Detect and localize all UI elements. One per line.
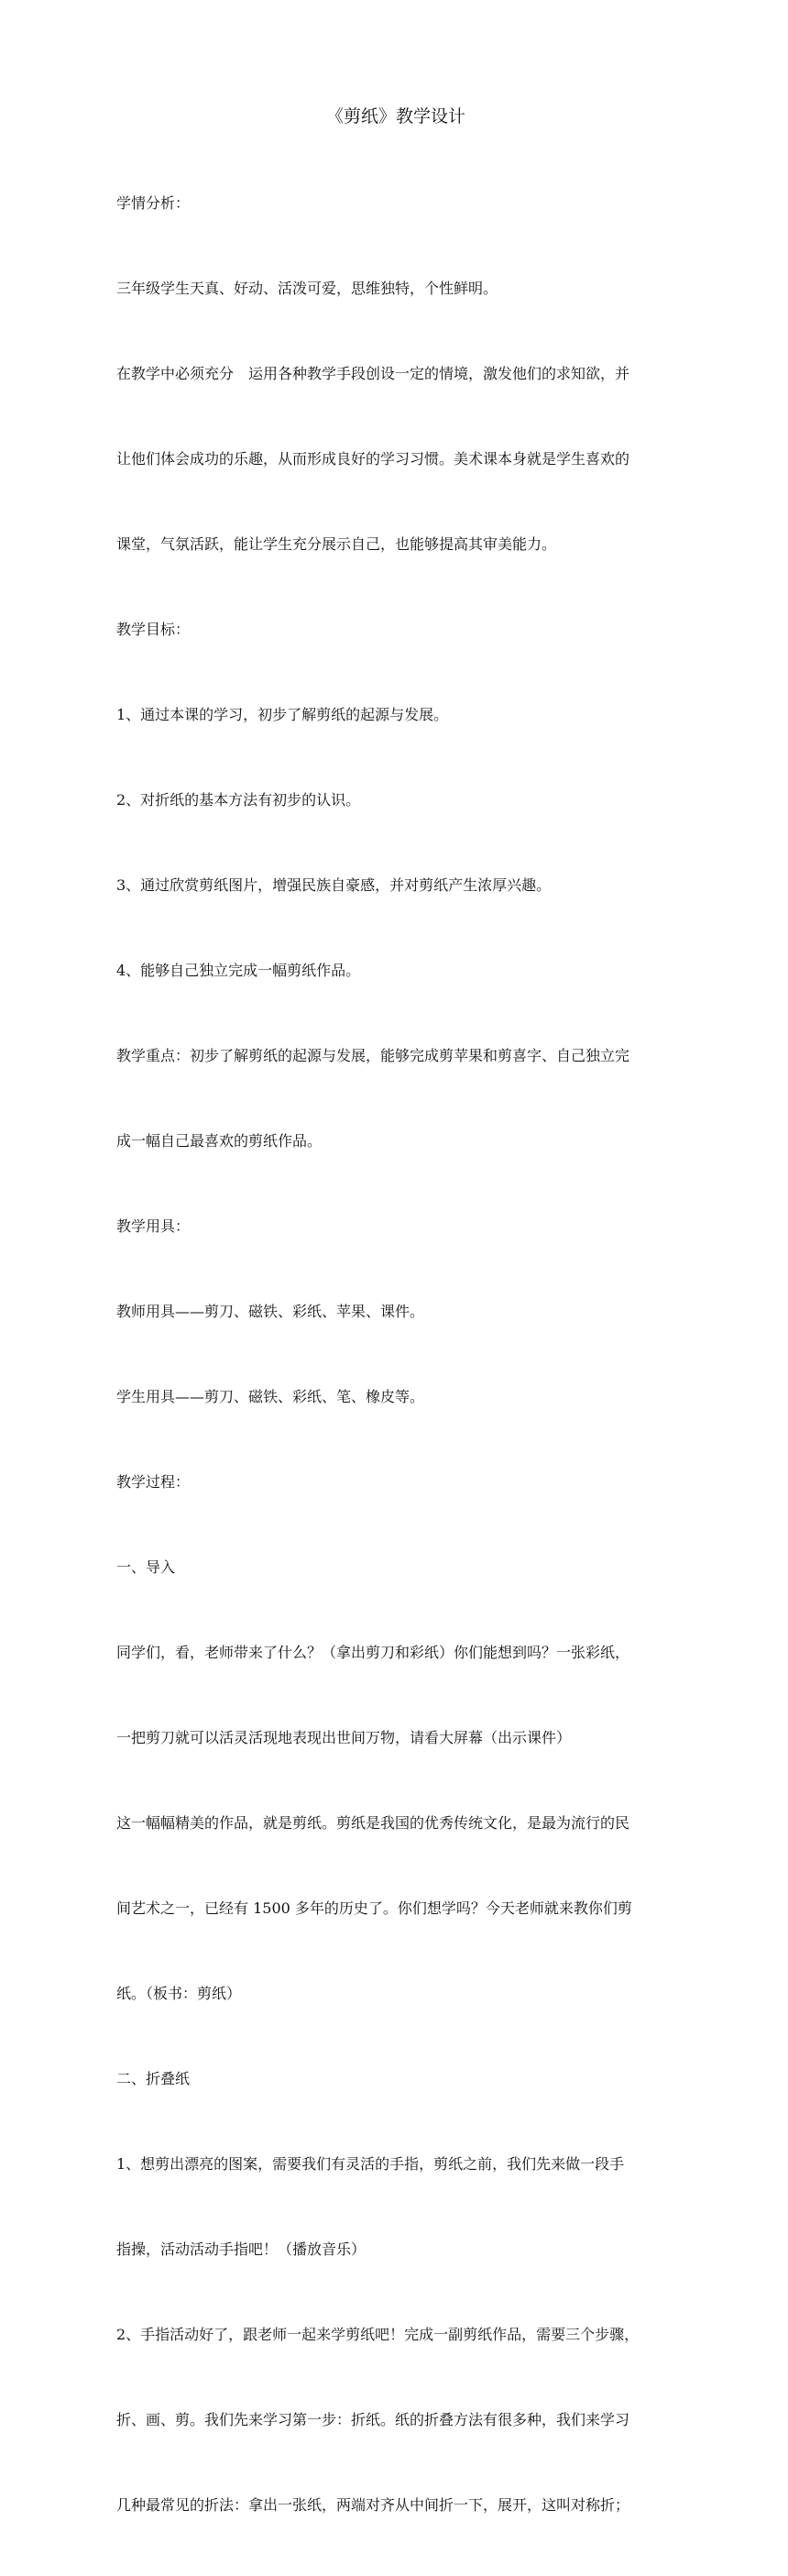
text-line: 让他们体会成功的乐趣，从而形成良好的学习习惯。美术课本身就是学生喜欢的 xyxy=(116,450,630,468)
text-line: 学生用具——剪刀、磁铁、彩纸、笔、橡皮等。 xyxy=(116,1388,425,1405)
text-line: 1、想剪出漂亮的图案，需要我们有灵活的手指，剪纸之前，我们先来做一段手 xyxy=(116,2155,625,2173)
text-line: 教学目标： xyxy=(116,621,191,638)
text-line: 教学重点：初步了解剪纸的起源与发展，能够完成剪苹果和剪喜字、自己独立完 xyxy=(116,1047,630,1064)
text-line: 3、通过欣赏剪纸图片，增强民族自豪感，并对剪纸产生浓厚兴趣。 xyxy=(116,876,552,894)
text-line: 指操，活动活动手指吧！（播放音乐） xyxy=(116,2240,367,2258)
text-line: 课堂，气氛活跃，能让学生充分展示自己，也能够提高其审美能力。 xyxy=(116,535,557,553)
document-body xyxy=(116,132,675,2576)
text-line: 教学用具： xyxy=(116,1217,191,1235)
text-line: 教师用具——剪刀、磁铁、彩纸、苹果、课件。 xyxy=(116,1303,425,1320)
document-title: 《剪纸》教学设计 xyxy=(325,106,465,127)
text-line: 同学们，看，老师带来了什么？（拿出剪刀和彩纸）你们能想到吗？一张彩纸， xyxy=(116,1644,630,1661)
text-line: 2、手指活动好了，跟老师一起来学剪纸吧！完成一副剪纸作品，需要三个步骤， xyxy=(116,2326,640,2343)
text-line: 纸。（板书：剪纸） xyxy=(116,1985,242,2002)
text-line: 几种最常见的折法：拿出一张纸，两端对齐从中间折一下，展开，这叫对称折； xyxy=(116,2496,630,2514)
text-line: 2、对折纸的基本方法有初步的认识。 xyxy=(116,791,361,809)
text-line: 二、折叠纸 xyxy=(116,2070,191,2087)
text-line: 4、能够自己独立完成一幅剪纸作品。 xyxy=(116,962,361,979)
text-line: 学情分析： xyxy=(116,194,191,212)
text-line: 间艺术之一，已经有 1500 多年的历史了。你们想学吗？今天老师就来教你们剪 xyxy=(116,1899,632,1917)
text-line: 三年级学生天真、好动、活泼可爱，思维独特，个性鲜明。 xyxy=(116,280,498,297)
text-line: 折、画、剪。我们先来学习第一步：折纸。纸的折叠方法有很多种，我们来学习 xyxy=(116,2411,630,2428)
text-line: 成一幅自己最喜欢的剪纸作品。 xyxy=(116,1132,323,1150)
text-line: 一把剪刀就可以活灵活现地表现出世间万物，请看大屏幕（出示课件） xyxy=(116,1729,572,1746)
text-line: 一、导入 xyxy=(116,1558,176,1576)
text-line: 1、通过本课的学习，初步了解剪纸的起源与发展。 xyxy=(116,706,449,723)
text-line: 在教学中必须充分 运用各种教学手段创设一定的情境，激发他们的求知欲，并 xyxy=(116,365,630,382)
text-line: 这一幅幅精美的作品，就是剪纸。剪纸是我国的优秀传统文化，是最为流行的民 xyxy=(116,1814,630,1832)
document-page xyxy=(116,103,675,2576)
text-line: 教学过程： xyxy=(116,1473,191,1491)
